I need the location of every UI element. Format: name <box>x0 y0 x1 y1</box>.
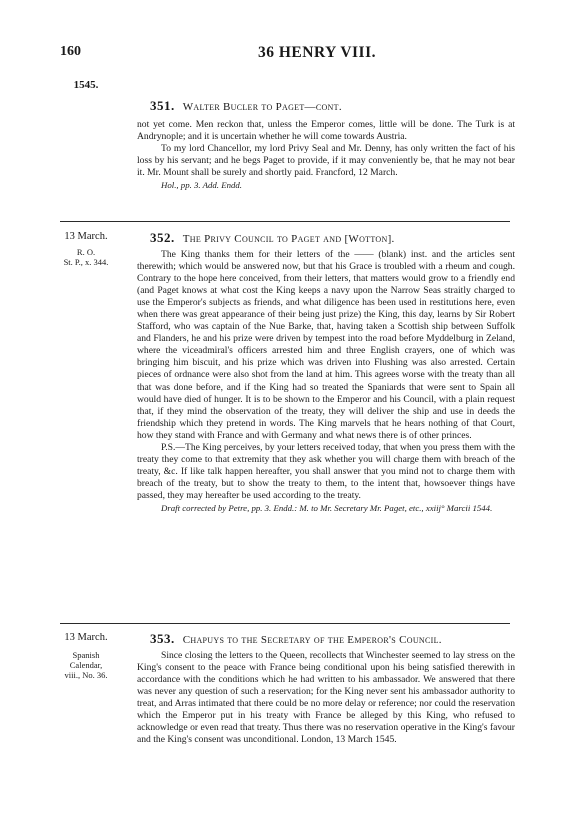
paragraph: Since closing the letters to the Queen, recollects that Winchester seemed to lay stress on the King's consent to the peace with France being conditional upon his being satisfied therewith in accordance with the conditions which he had written to his ambassador. We answered that there was never any question of such a reservation; for the King never sent his ambassador authority to treat, and Arras intimated that there could be no more delay or reference; nor could the reservation which the Emperor put in his treaty with France be alleged by this King, who refused to acknowledge or even read that treaty. Thus there was no reservation operative in the King's favour and the King's consent was unconditional. London, 13 March 1545. <box>137 650 515 746</box>
entry-title: Chapuys to the Secretary of the Emperor's Council. <box>182 634 442 646</box>
entry-body-353 <box>137 650 515 746</box>
margin-date: 13 March. <box>64 231 108 242</box>
entry-body-351 <box>137 119 515 191</box>
entry-number: 353. <box>150 631 175 646</box>
margin-reference: R. O. St. P., x. 344. <box>63 247 109 267</box>
entry-title: Walter Bucler to Paget—cont. <box>182 101 342 113</box>
entry-heading-353 <box>150 631 442 647</box>
margin-year: 1545. <box>73 79 99 91</box>
entry-heading-351 <box>150 98 342 114</box>
margin-reference: Spanish Calendar, viii., No. 36. <box>64 650 108 680</box>
running-title: 36 HENRY VIII. <box>258 44 376 61</box>
margin-date: 13 March. <box>64 632 108 643</box>
paragraph: not yet come. Men reckon that, unless the Emperor comes, little will be done. The Turk is at Andrynople; and it is uncertain whether he will come towards Austria. <box>137 119 515 143</box>
entry-number: 352. <box>150 230 175 245</box>
entry-title: The Privy Council to Paget and [Wotton]. <box>182 233 395 245</box>
page-number: 160 <box>60 44 81 59</box>
paragraph: P.S.—The King perceives, by your letters received today, that when you press them with the treaty they come to that extremity that they ask whether you will charge them with breach of the treaty, &c. If like talk happen hereafter, you shall answer that you mind not to charge them with breach of the treaty, but to show the treaty to them, to the intent that, howsoever things have passed, they may hereafter be used according to the treaty. <box>137 441 515 501</box>
entry-heading-352 <box>150 230 395 246</box>
source-note: Hol., pp. 3. Add. Endd. <box>161 180 242 191</box>
source-note: Draft corrected by Petre, pp. 3. Endd.: M. to Mr. Secretary Mr. Paget, etc., xxiij° Marcii 1544. <box>161 502 493 513</box>
entry-body-352 <box>137 249 515 514</box>
entry-number: 351. <box>150 98 175 113</box>
paragraph: To my lord Chancellor, my lord Privy Seal and Mr. Denny, has only written the fact of his loss by his servant; and he begs Paget to provide, if it may conveniently be, that he may not bear it. Mr. Mount shall be surely and shortly paid. Francford, 12 March. <box>137 143 515 179</box>
divider <box>60 623 510 624</box>
divider <box>60 221 510 222</box>
paragraph: The King thanks them for their letters of the —— (blank) inst. and the articles sent therewith; which would be answered now, but that his Grace is troubled with a rheum and cough. Contrary to the hope here conceived, from their letters, that matters would grow to a friendly end (and Paget knows at what cost the King keeps a navy upon the Narrow Seas straitly charged to use the Emperor's subjects as friends, and what diligence has been used in restitutions here, even when there was great appearance of their being just prize) the King, this day, learns by Sir Robert Stafford, who was captain of the Nue Barke, that, having taken a Scottish ship between Suffolk and Flanders, he and his prize were driven by tempest into the road before Myddelburg in Zeland, where the viceadmiral's officers arrested him and three English crayers, one of which was bringing him biscuit, and his prize which was driven into Flushing was also arrested. Certain pieces of ordnance were also shot from the land at him. This agrees worse with the treaty than all that was done before, and if the King had so treated the Spaniards that were sent to Spain all would have died of hunger. It is to be shown to the Emperor and his Council, with a plain request that, if they mind the observation of the treaty, they will deliver the ship and use in deeds the friendship which they pretend in words. The King marvels that he hears nothing of that Court, how they stand with France and with Germany and what news there is of other princes. <box>137 249 515 441</box>
